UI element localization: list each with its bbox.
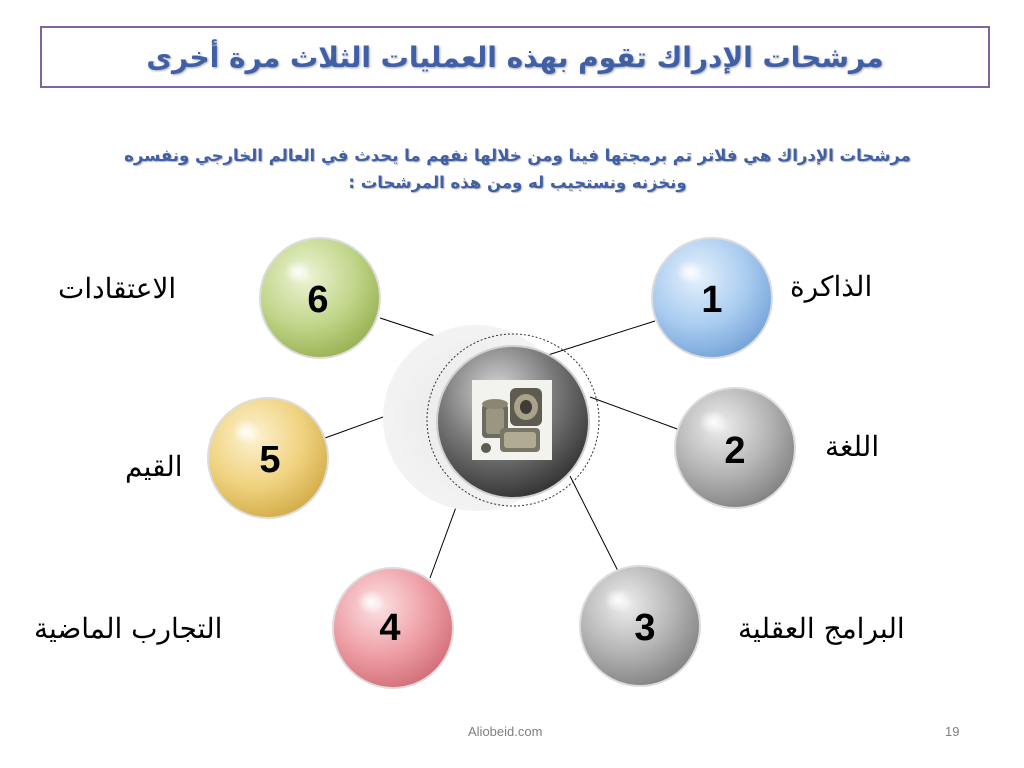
sphere-2-number: 2: [724, 430, 746, 472]
label-memory: الذاكرة: [790, 270, 873, 303]
page-title: مرشحات الإدراك تقوم بهذه العمليات الثلاث مرة أخرى: [146, 40, 884, 74]
sphere-3-number: 3: [634, 607, 656, 649]
sphere-4: [333, 568, 453, 688]
label-past-experiences: التجارب الماضية: [34, 612, 223, 645]
sphere-3: [580, 566, 700, 686]
connector-1: [548, 321, 655, 355]
intro-line-1: مرشحات الإدراك هي فلاتر تم برمجتها فينا ومن خلالها نفهم ما يحدث في العالم الخارجي ونفسره: [124, 146, 911, 165]
sphere-5-number: 5: [259, 439, 281, 481]
sphere-1: [652, 238, 772, 358]
sphere-6-number: 6: [307, 279, 329, 321]
footer-site: Aliobeid.com: [468, 724, 543, 739]
page-number: 19: [945, 724, 960, 739]
sphere-2: [675, 388, 795, 508]
sphere-4-number: 4: [379, 607, 401, 649]
sphere-1-number: 1: [701, 279, 723, 321]
intro-line-2: ونخزنه ونستجيب له ومن هذه المرشحات :: [348, 173, 687, 192]
filters-image: [472, 380, 552, 460]
label-mental-programs: البرامج العقلية: [738, 612, 905, 645]
sphere-6: [260, 238, 380, 358]
center-hub: [383, 325, 599, 511]
sphere-5: [208, 398, 328, 518]
label-language: اللغة: [825, 430, 880, 463]
connector-3: [570, 476, 618, 571]
label-beliefs: الاعتقادات: [58, 272, 177, 305]
label-values: القيم: [125, 450, 183, 483]
connector-2: [590, 397, 680, 430]
